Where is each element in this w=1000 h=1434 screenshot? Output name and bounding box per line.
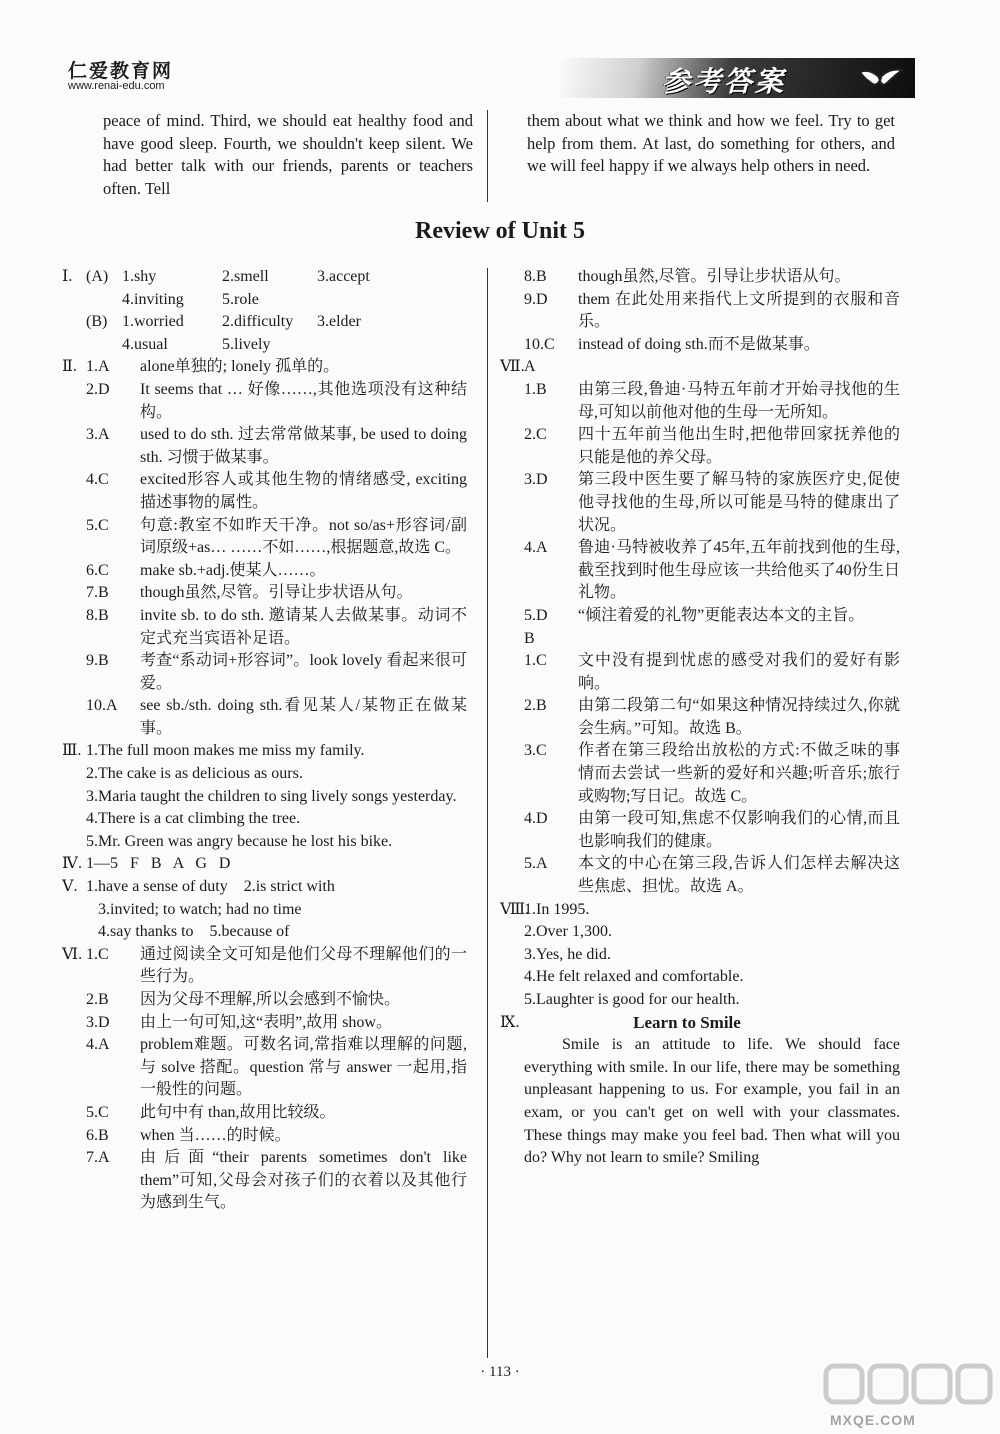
answer-item [62,650,467,695]
answer-item [500,289,900,334]
s4-label: Ⅳ. [62,855,82,873]
s9-label: Ⅸ. [500,1013,520,1031]
answer-item [500,740,900,808]
answer-item [500,695,900,740]
short-answer [500,921,900,944]
answer-item [500,537,900,605]
phrase-line [62,899,467,922]
s7-label: Ⅶ. [500,358,525,376]
answer-item [62,379,467,424]
answer-key: 8.B [86,606,109,624]
answer-item [62,695,467,740]
s3-label: Ⅲ. [62,742,82,760]
answer-note: instead of doing sth.而不是做某事。 [578,335,820,353]
answer-note: them 在此处用来指代上文所提到的衣服和音乐。 [578,290,900,331]
sentence-item [62,740,467,763]
answer-note: problem难题。可数名词,常指难以理解的问题,与 solve 搭配。question 常与 answer 一起用,指一般性的问题。 [140,1036,467,1099]
answer-word: 5.role [222,290,259,308]
phrase-answer: 3.invited; to watch; had no time [98,900,302,918]
column-divider-main [487,268,488,1358]
s1-label: Ⅰ. [62,268,73,285]
s8-label: Ⅷ. [500,900,530,918]
answer-key: 6.C [86,561,109,579]
answer-item [62,1147,467,1215]
short-answer-text: 2.Over 1,300. [524,923,612,941]
answer-item [500,379,900,424]
answer-key: 1.C [86,945,109,963]
answer-item [500,808,900,853]
sentence-item [62,763,467,786]
answer-key: 7.A [86,1149,110,1167]
answer-item [500,650,900,695]
answer-key: 5.C [86,516,109,534]
s6-section [62,944,467,1215]
s2-section [62,356,467,740]
answer-note: excited形容人或其他生物的情绪感受, exciting 描述事物的属性。 [140,471,467,511]
answer-item [62,989,467,1012]
answer-word: 4.inviting [122,290,184,308]
sentence-answer: 1.The full moon makes me miss my family. [86,742,365,760]
answer-key: 1.B [524,380,547,398]
s5-label: Ⅴ. [62,878,78,896]
phrase-answer: 1.have a sense of duty 2.is strict with [86,878,335,896]
answer-item [62,356,467,379]
phrase-line [62,876,467,899]
answer-item [500,605,900,628]
answer-note: see sb./sth. doing sth.看见某人/某物正在做某事。 [140,697,467,737]
answer-note: 第三段中医生要了解马特的家族医疗史,促使他寻找他的生母,所以可能是马特的健康出了状况。 [578,471,900,534]
answer-item [500,853,900,898]
answer-note: “倾注着爱的礼物”更能表达本文的主旨。 [578,606,865,624]
answer-key: 1.C [524,652,547,670]
page-header [0,0,1000,100]
answer-item [500,266,900,289]
answer-note: 因为父母不理解,所以会感到不愉快。 [140,991,401,1008]
answer-key: 2.B [524,697,547,715]
section-title: Review of Unit 5 [415,218,585,244]
short-answer-text: 5.Laughter is good for our health. [524,991,740,1008]
answer-key: 8.B [524,268,547,285]
answer-key: 5.A [524,855,548,873]
answer-note: 本文的中心在第三段,告诉人们怎样去解决这些焦虑、担忧。故选 A。 [578,855,900,896]
sentence-answer: 2.The cake is as delicious as ours. [86,765,303,783]
short-answer [500,989,900,1012]
publisher-url: www.renai-edu.com [68,80,165,92]
answer-item [500,469,900,537]
s1-a-label: (A) [86,268,109,285]
short-answer-text: 1.In 1995. [524,900,590,918]
answer-note: 句意:教室不如昨天干净。not so/as+形容词/副词原级+as… ……不如……,根据题意,故选 C。 [140,516,467,557]
answer-note: It seems that … 好像……,其他选项没有这种结构。 [140,380,467,421]
sentence-item [62,786,467,809]
answer-word: 2.difficulty [222,313,294,331]
s4-row [62,853,467,876]
s1-b-answers [122,311,437,356]
sentence-answer: 5.Mr. Green was angry because he lost his bike. [86,832,393,850]
sentence-answer: 4.There is a cat climbing the tree. [86,810,301,828]
answer-key: 2.B [86,991,109,1008]
phrase-answer: 4.say thanks to 5.because of [98,923,290,941]
watermark-text: MXQE.COM [830,1412,916,1428]
s1-a-answers [122,266,437,311]
answer-note: 由第二段第二句“如果这种情况持续过久,你就会生病。”可知。故选 B。 [578,697,900,737]
phrase-line [62,921,467,944]
answer-word: 3.accept [317,268,370,285]
answer-key: 6.B [86,1126,109,1144]
publisher-name: 仁爱教育网 [68,61,174,82]
answer-note: invite sb. to do sth. 邀请某人去做某事。动词不定式充当宾语补足语。 [140,606,467,647]
essay-title: Learn to Smile [633,1012,741,1032]
answer-key: 3.D [86,1013,110,1031]
answer-word: 5.lively [222,335,271,353]
left-column [62,266,467,1215]
answer-note: 通过阅读全文可知是他们父母不理解他们的一些行为。 [140,945,467,986]
s7-a-label: A [524,358,536,376]
answer-word: 4.usual [122,335,168,353]
sentence-item [62,808,467,831]
column-divider-top [487,110,488,202]
s1-b-row [62,311,467,356]
answer-item [62,1012,467,1035]
answer-key: 3.A [86,426,110,444]
answer-item [500,424,900,469]
essay-body: Smile is an attitude to life. We should face everything with smile. In our life, there may be something unpleasant happening to us. For example, you fail in an exam, or you can't get on well with your classmates. These things may make you feel bad. Then what will you do? Why not learn to smile? Smiling [524,1036,900,1167]
right-column [500,266,900,1170]
answer-item [62,560,467,583]
answer-note: 由第一段可知,焦虑不仅影响我们的心情,而且也影响我们的健康。 [578,810,900,850]
answer-item [62,582,467,605]
s3-section [62,740,467,853]
answer-note: used to do sth. 过去常常做某事, be used to doing sth. 习惯于做某事。 [140,426,467,466]
s6-label: Ⅵ. [62,945,83,963]
page-number: · 113 · [480,1364,520,1380]
answer-key: 2.D [86,380,110,398]
answer-note: 文中没有提到忧虑的感受对我们的爱好有影响。 [578,652,900,692]
answer-item [62,424,467,469]
s1-b-label: (B) [86,313,108,331]
short-answer [500,944,900,967]
s4-answers: 1—5 F B A G D [86,855,231,873]
answer-note: 作者在第三段给出放松的方式:不做乏味的事情而去尝试一些新的爱好和兴趣;听音乐;旅行或购物;写日记。故选 C。 [578,742,900,805]
answer-key: 10.C [524,335,555,353]
answer-item [62,944,467,989]
answer-word: 2.smell [222,268,269,285]
answer-note: make sb.+adj.使某人……。 [140,561,326,579]
answer-note: 由上一句可知,这“表明”,故用 show。 [140,1013,392,1031]
continued-text-right: them about what we think and how we feel. Try to get help from them. At last, do something for others, and we will feel happy if we always help others in need. [527,111,895,175]
s7-header [500,356,900,379]
answer-note: 四十五年前当他出生时,把他带回家抚养他的只能是他的养父母。 [578,426,900,466]
answer-note: 考查“系动词+形容词”。look lovely 看起来很可爱。 [140,652,467,692]
short-answer-text: 4.He felt relaxed and comfortable. [524,968,744,986]
answer-key: 9.D [524,290,548,308]
short-answer-text: 3.Yes, he did. [524,945,611,963]
answer-key: 10.A [86,697,118,715]
sentence-answer: 3.Maria taught the children to sing lively songs yesterday. [86,787,457,805]
answer-key: 4.A [524,539,548,557]
s9-header [500,1012,900,1035]
answer-item [62,1102,467,1125]
bird-logo-icon [858,66,904,90]
answer-item [62,1034,467,1102]
answer-word: 1.worried [122,313,184,331]
answer-word: 3.elder [317,313,361,331]
answer-note: 由后面“their parents sometimes don't like them”可知,父母会对孩子们的衣着以及其他行为感到生气。 [140,1149,467,1212]
continued-text-left: peace of mind. Third, we should eat healthy food and have good sleep. Fourth, we shouldn't keep silent. We had better talk with our friends, parents or teachers often. Tell [103,111,473,198]
answer-item [500,334,900,357]
answer-word: 1.shy [122,268,157,285]
s2-label: Ⅱ. [62,358,77,376]
answer-note: 此句中有 than,故用比较级。 [140,1103,336,1121]
answer-key: 4.C [86,471,109,489]
answer-key: 3.C [524,742,547,760]
answer-key: 9.B [86,652,109,670]
answer-item [62,515,467,560]
answer-key: 1.A [86,358,110,376]
answer-note: 鲁迪·马特被收养了45年,五年前找到他的生母,截至找到时他生母应该一共给他买了40份生日礼物。 [578,539,900,602]
answer-item [62,1125,467,1148]
answer-key: 2.C [524,426,547,444]
answer-key: 4.A [86,1036,110,1054]
s5-section [62,876,467,944]
answer-key: 7.B [86,584,109,602]
answer-key: 5.D [524,606,548,624]
answer-key: 3.D [524,471,548,489]
short-answer [500,966,900,989]
answer-note: alone单独的; lonely 孤单的。 [140,358,340,376]
banner-title: 参考答案 [662,65,787,98]
answer-key: 5.C [86,1103,109,1121]
answer-note: 由第三段,鲁迪·马特五年前才开始寻找他的生母,可知以前他对他的生母一无所知。 [578,380,900,421]
answer-item [62,605,467,650]
answer-note: though虽然,尽管。引导让步状语从句。 [140,584,413,602]
s7-b-label: B [524,629,535,647]
answer-note: when 当……的时候。 [140,1126,291,1144]
sentence-item [62,831,467,854]
short-answer [500,899,900,922]
answer-key: 4.D [524,810,548,828]
s1-a-row [62,266,467,311]
answer-item [62,469,467,514]
s7-b-header [500,628,900,651]
answer-note: though虽然,尽管。引导让步状语从句。 [578,268,851,285]
